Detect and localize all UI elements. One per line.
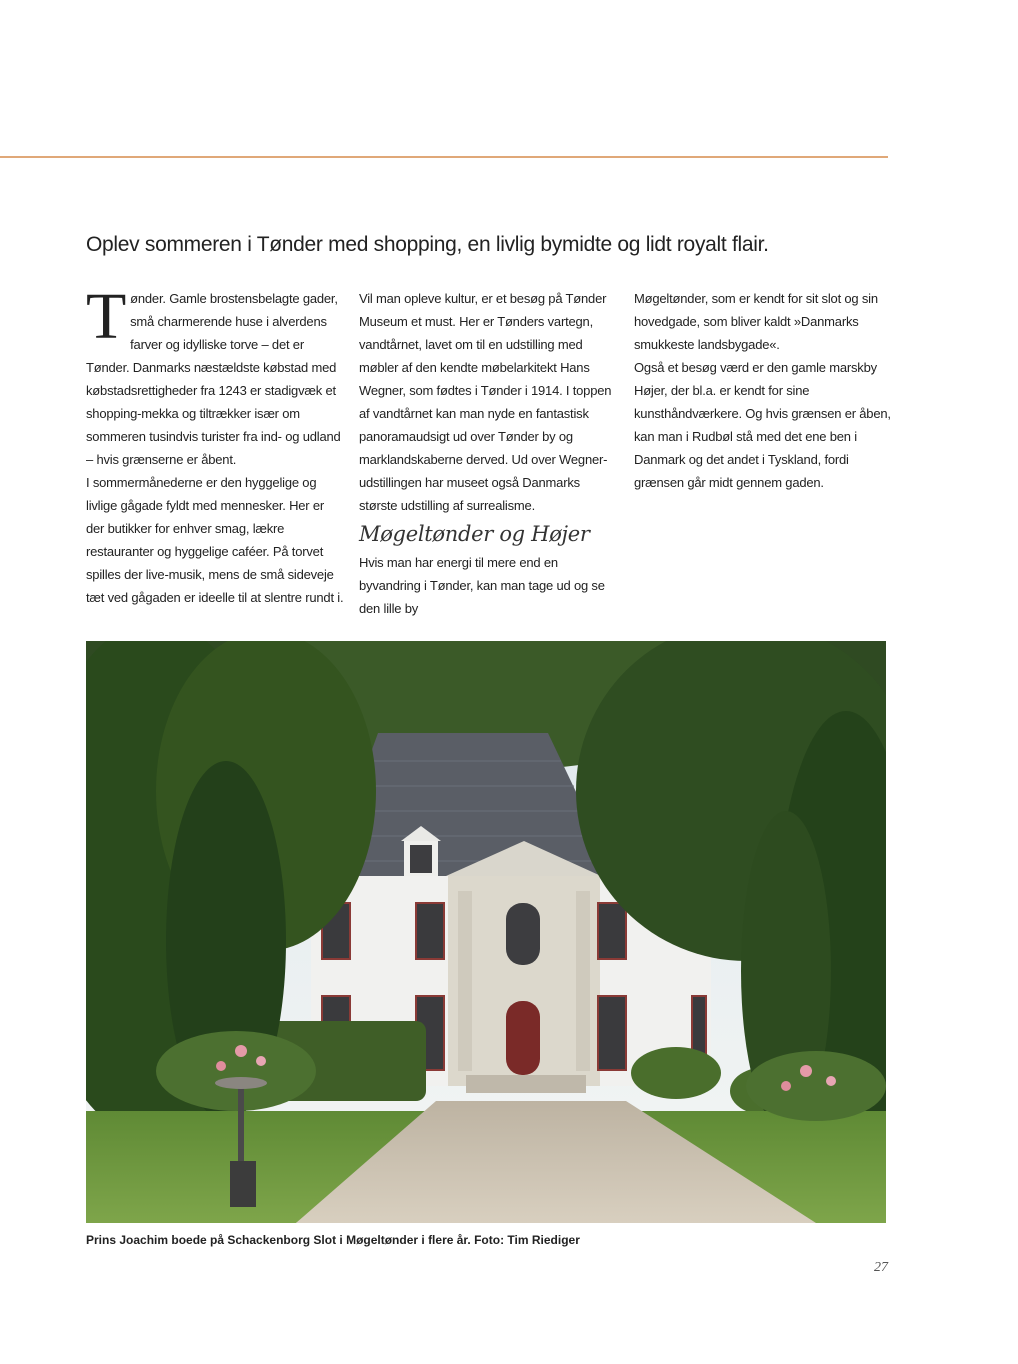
text-column-3 <box>634 287 892 494</box>
drop-cap: T <box>86 280 127 353</box>
paragraph-5: Møgeltønder, som er kendt for sit slot og sin hovedgade, som bliver kaldt »Danmarks smukkeste landsbygade«. <box>634 291 878 352</box>
paragraph-text: ønder. Gamle brostensbelagte gader, små charmerende huse i alverdens farver og idylliske torve – det er Tønder. Danmarks næstældste købstad med købstadsrettigheder fra 1243 er stadigvæk et shopping-mekka og tiltrækker især om sommeren tusindvis turister fra ind- og udland – hvis grænserne er åbent. <box>86 291 341 467</box>
photo-caption: Prins Joachim boede på Schackenborg Slot i Møgeltønder i flere år. Foto: Tim Riediger <box>86 1233 580 1247</box>
paragraph-6: Også et besøg værd er den gamle marskby Højer, der bl.a. er kendt for sine kunsthåndværkere. Og hvis grænsen er åben, kan man i Rudbøl stå med det ene ben i Danmark og det andet i Tyskland, fordi grænsen går midt gennem gaden. <box>634 360 891 490</box>
text-column-1 <box>86 280 344 609</box>
header-rule <box>0 156 888 158</box>
castle-photo <box>86 641 886 1223</box>
paragraph-1 <box>86 280 344 471</box>
article-headline: Oplev sommeren i Tønder med shopping, en livlig bymidte og lidt royalt flair. <box>86 233 769 256</box>
paragraph-3: Vil man opleve kultur, er et besøg på Tønder Museum et must. Her er Tønders vartegn, vandtårnet, lavet om til en udstilling med møbler af den kendte møbelarkitekt Hans Wegner, som fødtes i Tønder i 1914. I toppen af vandtårnet kan man nyde en fantastisk panoramaudsigt ud over Tønder by og marklandskaberne derved. Ud over Wegner-udstillingen har museet også Danmarks største udstilling af surrealisme. <box>359 291 612 513</box>
paragraph-2: I sommermånederne er den hyggelige og livlige gågade fyldt med mennesker. Her er der butikker for enhver smag, lækre restauranter og hyggelige caféer. På torvet spilles der live-musik, mens de små sideveje tæt ved gågaden er ideelle til at slentre rundt i. <box>86 475 344 605</box>
text-column-2 <box>359 287 617 620</box>
paragraph-4: Hvis man har energi til mere end en byvandring i Tønder, kan man tage ud og se den lille by <box>359 555 605 616</box>
page-number: 27 <box>874 1260 888 1275</box>
section-subhead: Møgeltønder og Højer <box>359 522 590 546</box>
